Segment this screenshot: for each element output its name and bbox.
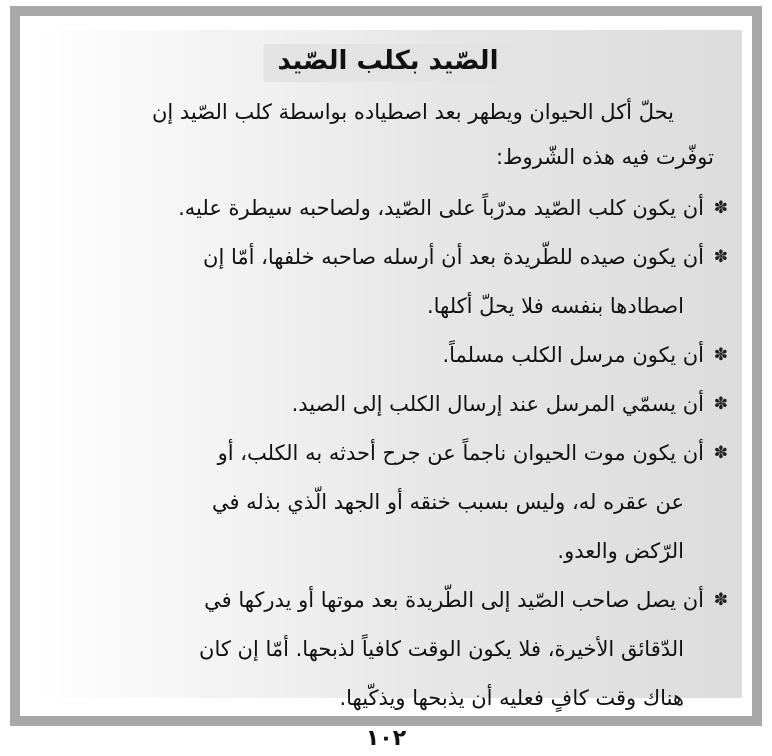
- conditions-list: [54, 184, 728, 723]
- page-title: الصّيد بكلب الصّيد: [264, 44, 513, 82]
- page-number: ١٠٢: [365, 726, 407, 751]
- condition-item: [54, 331, 728, 380]
- condition-line: أن يكون كلب الصّيد مدرّباً على الصّيد، ولصاحبه سيطرة عليه.: [178, 196, 704, 220]
- asterisk-bullet-icon: ✽: [713, 345, 728, 365]
- condition-line: أن يسمّي المرسل عند إرسال الكلب إلى الصيد.: [291, 392, 704, 416]
- page-frame: [10, 6, 762, 726]
- condition-line: هناك وقت كافٍ فعليه أن يذبحها ويذكّيها.: [339, 686, 684, 710]
- condition-line: عن عقره له، وليس بسبب خنقه أو الجهد الّذي بذله في: [211, 490, 684, 514]
- intro-line: يحلّ أكل الحيوان ويطهر بعد اصطياده بواسطة كلب الصّيد إن: [151, 100, 674, 124]
- condition-line: أن يكون موت الحيوان ناجماً عن جرح أحدثه به الكلب، أو: [217, 441, 704, 465]
- asterisk-bullet-icon: ✽: [713, 247, 728, 267]
- condition-line: اصطادها بنفسه فلا يحلّ أكلها.: [426, 294, 684, 318]
- condition-line: أن يكون صيده للطّريدة بعد أن أرسله صاحبه خلفها، أمّا إن: [203, 245, 704, 269]
- condition-item: [54, 429, 728, 576]
- condition-item: [54, 184, 728, 233]
- condition-line: الدّقائق الأخيرة، فلا يكون الوقت كافياً لذبحها. أمّا إن كان: [199, 637, 684, 661]
- condition-item: [54, 576, 728, 723]
- condition-item: [54, 380, 728, 429]
- condition-line: أن يصل صاحب الصّيد إلى الطّريدة بعد موتها أو يدركها في: [204, 588, 704, 612]
- condition-item: [54, 233, 728, 331]
- condition-line: أن يكون مرسل الكلب مسلماً.: [442, 343, 704, 367]
- asterisk-bullet-icon: ✽: [713, 443, 728, 463]
- asterisk-bullet-icon: ✽: [713, 198, 728, 218]
- intro-paragraph: [62, 90, 714, 180]
- asterisk-bullet-icon: ✽: [713, 394, 728, 414]
- content-panel: [34, 30, 742, 710]
- asterisk-bullet-icon: ✽: [713, 590, 728, 610]
- intro-line: توفّرت فيه هذه الشّروط:: [495, 145, 714, 169]
- condition-line: الرّكض والعدو.: [557, 539, 684, 563]
